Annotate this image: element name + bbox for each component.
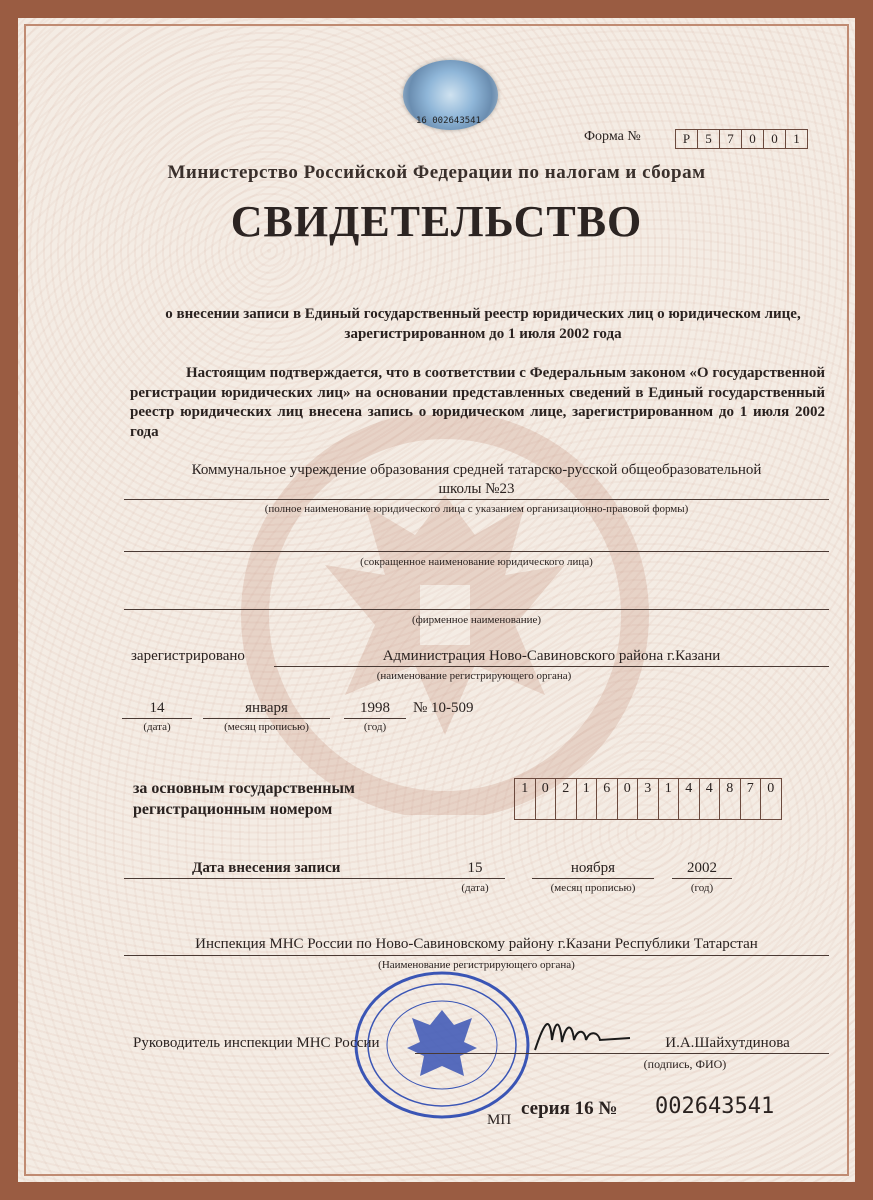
entry-month-caption: (месяц прописью) — [550, 882, 636, 894]
entry-month-underline — [532, 878, 654, 879]
seal-place-mark: МП — [487, 1112, 512, 1128]
head-name: И.А.Шайхутдинова — [665, 1035, 790, 1051]
ogrn-label-line1: за основным государственным — [133, 780, 355, 797]
ogrn-digit: 1 — [514, 778, 536, 820]
ogrn-digit: 4 — [678, 778, 700, 820]
entry-label-underline — [124, 878, 494, 879]
entry-day-underline — [445, 878, 505, 879]
entry-date-label: Дата внесения записи — [192, 860, 341, 876]
series-label: серия 16 № — [521, 1098, 618, 1119]
short-name-caption: (сокращенное наименование юридического лица) — [360, 556, 593, 568]
entry-year: 2002 — [687, 860, 717, 876]
brand-name-underline — [124, 609, 829, 610]
form-code-char: Р — [675, 129, 698, 149]
short-name-underline — [124, 551, 829, 552]
ogrn-digit: 1 — [658, 778, 680, 820]
reg-day-underline — [122, 718, 192, 719]
head-position: Руководитель инспекции МНС России — [133, 1035, 380, 1051]
registration-authority: Администрация Ново-Савиновского района г.Казани — [382, 648, 721, 664]
ogrn-digit: 8 — [719, 778, 741, 820]
registered-label: зарегистрировано — [131, 648, 245, 664]
form-code-boxes — [676, 129, 808, 149]
form-code-char: 7 — [719, 129, 742, 149]
full-name-caption: (полное наименование юридического лица с указанием организационно-правовой формы) — [264, 503, 689, 515]
inspection-underline — [124, 955, 829, 956]
entry-year-underline — [672, 878, 732, 879]
entry-day-caption: (дата) — [461, 882, 489, 894]
reg-month-caption: (месяц прописью) — [224, 721, 309, 733]
ogrn-digit: 0 — [617, 778, 639, 820]
ogrn-digit: 4 — [699, 778, 721, 820]
ogrn-boxes — [515, 778, 782, 820]
ministry-name: Министерство Российской Федерации по налогам и сборам — [167, 162, 706, 183]
entity-full-name-line1: Коммунальное учреждение образования средней татарско-русской общеобразовательной — [191, 462, 762, 478]
inspection-name: Инспекция МНС России по Ново-Савиновскому району г.Казани Республики Татарстан — [195, 936, 758, 952]
ogrn-digit: 1 — [576, 778, 598, 820]
registration-number: № 10-509 — [413, 700, 474, 716]
ogrn-digit: 0 — [760, 778, 782, 820]
ogrn-digit: 7 — [740, 778, 762, 820]
document-subtitle: о внесении записи в Единый государственный реестр юридических лиц о юридическом лице, зарегистрированном до 1 июля 2002 года — [165, 306, 801, 342]
ogrn-digit: 6 — [596, 778, 618, 820]
reg-year-underline — [344, 718, 406, 719]
form-code-char: 1 — [785, 129, 808, 149]
form-code-char: 0 — [741, 129, 764, 149]
entry-month: ноября — [570, 860, 616, 876]
full-name-underline — [124, 499, 829, 500]
ogrn-digit: 3 — [637, 778, 659, 820]
reg-month-underline — [203, 718, 330, 719]
series-number: 002643541 — [655, 1094, 775, 1119]
form-code-char: 0 — [763, 129, 786, 149]
signature-underline — [415, 1053, 829, 1054]
registration-year: 1998 — [360, 700, 390, 716]
registration-month: января — [245, 700, 288, 716]
authority-caption: (наименование регистрирующего органа) — [376, 670, 572, 682]
ogrn-label-line2: регистрационным номером — [133, 801, 333, 818]
ogrn-digit: 2 — [555, 778, 577, 820]
brand-name-caption: (фирменное наименование) — [411, 614, 542, 626]
ogrn-digit: 0 — [535, 778, 557, 820]
hologram-number: 16 002643541 — [416, 116, 482, 126]
authority-underline — [274, 666, 829, 667]
document-title: СВИДЕТЕЛЬСТВО — [230, 197, 643, 246]
entry-year-caption: (год) — [690, 882, 714, 894]
reg-year-caption: (год) — [363, 721, 387, 733]
signature-caption: (подпись, ФИО) — [643, 1057, 727, 1071]
form-label: Форма № — [584, 129, 641, 144]
registration-day: 14 — [149, 700, 165, 716]
statement-paragraph: Настоящим подтверждается, что в соответствии с Федеральным законом «О государственной регистрации юридических лиц» на основании представленных сведений в Единый государственный реестр юридических лиц внесена запись о юридическом лице, зарегистрированном до 1 июля 2002 года — [130, 365, 825, 440]
form-code-char: 5 — [697, 129, 720, 149]
inspection-caption: (Наименование регистрирующего органа) — [378, 959, 575, 971]
reg-day-caption: (дата) — [143, 721, 171, 733]
entry-day: 15 — [467, 860, 483, 876]
entity-full-name-line2: школы №23 — [438, 481, 515, 497]
